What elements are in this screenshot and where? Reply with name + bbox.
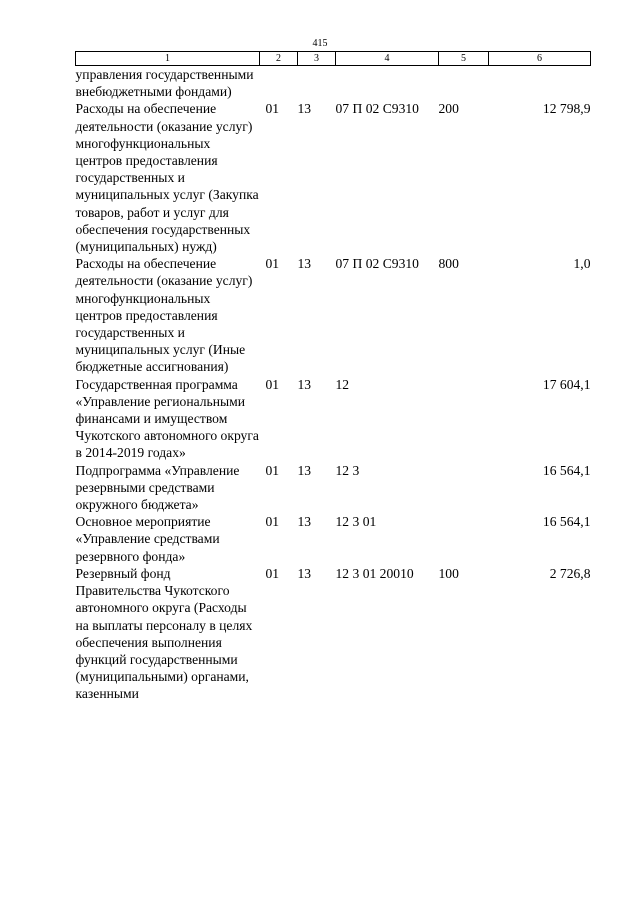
table-row [76,66,591,101]
row-section: 01 [265,565,280,581]
row-section: 01 [265,462,280,478]
row-name: Подпрограмма «Управление резервными средствами окружного бюджета» [75,462,240,513]
table-row [76,462,591,514]
table-body [76,66,591,703]
row-name: Государственная программа «Управление региональными финансами и имуществом Чукотского автономного округа в 2014-2019 годах» [75,376,259,461]
table-row [76,100,591,255]
row-amount: 12 798,9 [542,101,591,117]
row-expense-type [439,462,489,514]
row-name: управления государственными внебюджетными фондами) [75,67,254,100]
row-amount: 1,0 [573,256,591,272]
column-header-4: 4 [336,52,439,66]
row-amount: 16 564,1 [542,514,591,530]
row-expense-type [439,376,489,462]
row-amount: 17 604,1 [542,376,591,392]
row-subsection: 13 [297,101,312,117]
row-expense-type: 100 [438,565,459,581]
table-row [76,376,591,462]
column-header-2: 2 [260,52,298,66]
row-name: Расходы на обеспечение деятельности (оказание услуг) многофункциональных центров предоставления государственных и муниципальных услуг (Иные бюджетные ассигнования) [75,256,253,375]
row-name: Основное мероприятие «Управление средствами резервного фонда» [75,514,220,564]
row-section: 01 [265,101,280,117]
row-expense-type [439,513,489,565]
row-section: 01 [265,376,280,392]
row-subsection: 13 [297,376,312,392]
row-section: 01 [265,256,280,272]
row-target-article: 12 3 01 [335,514,377,530]
row-subsection: 13 [297,256,312,272]
row-expense-type: 200 [438,101,459,117]
row-section: 01 [265,514,280,530]
row-expense-type: 800 [438,256,459,272]
row-target-article: 07 П 02 С9310 [335,256,419,272]
column-header-6: 6 [489,52,591,66]
column-header-1: 1 [76,52,260,66]
page-number: 415 [312,38,328,49]
table-row [76,513,591,565]
column-header-5: 5 [439,52,489,66]
row-subsection: 13 [297,462,312,478]
row-amount [489,66,591,101]
table-row [76,565,591,703]
table-row [76,255,591,375]
table-header [76,52,591,66]
row-subsection [298,66,336,101]
row-target-article: 12 3 01 20010 [335,565,414,581]
row-subsection: 13 [297,514,312,530]
row-amount: 16 564,1 [542,462,591,478]
row-name: Расходы на обеспечение деятельности (оказание услуг) многофункциональных центров предоставления государственных и муниципальных услуг (Закупка товаров, работ и услуг для обеспечения государственных (муниципальных) нужд) [75,101,259,255]
row-subsection: 13 [297,565,312,581]
row-amount: 2 726,8 [549,565,591,581]
row-target-article [336,66,439,101]
row-target-article: 07 П 02 С9310 [335,101,419,117]
row-section [260,66,298,101]
row-target-article: 12 [335,376,350,392]
row-name: Резервный фонд Правительства Чукотского автономного округа (Расходы на выплаты персоналу в целях обеспечения выполнения функций государственными (муниципальными) органами, казенными [75,565,253,702]
budget-table [75,51,591,703]
row-target-article: 12 3 [335,462,360,478]
column-header-3: 3 [298,52,336,66]
row-expense-type [439,66,489,101]
